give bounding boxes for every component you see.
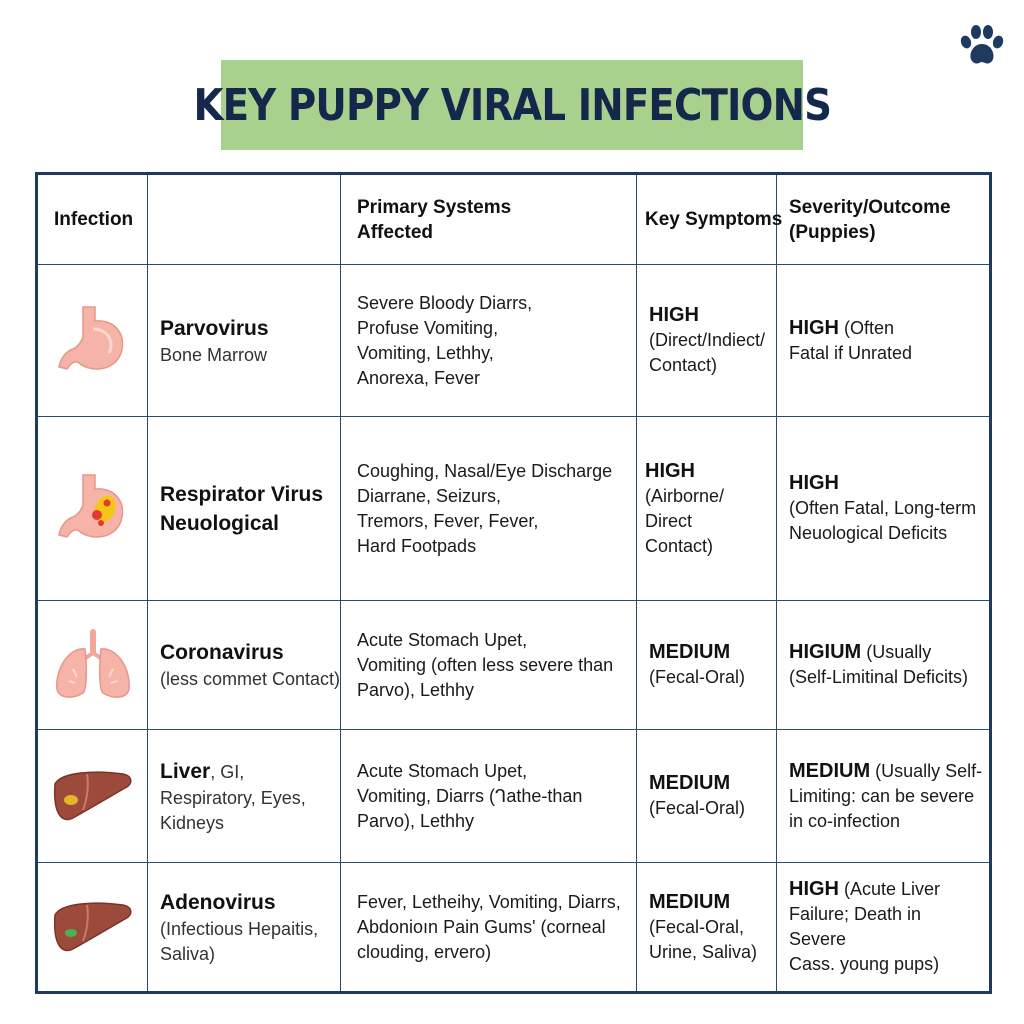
paw-print-icon	[958, 24, 1006, 68]
header-symptoms: Key Symptoms	[637, 174, 777, 265]
symptoms-cell: Acute Stomach Upet, Vomiting, Diarrs (ᒉathe-than Parvo), Lethhy	[341, 730, 637, 863]
severity-cell: HIGIUM (Usually (Self-Limitinal Deficits)	[777, 601, 991, 730]
page-title: KEY PUPPY VIRAL INFECTIONS	[193, 79, 831, 131]
table-row: Respirator Virus Neuological Coughing, Nasal/Eye Discharge Diarrane, Seizurs, Tremors, Fever, Fever, Hard Footpads HIGH (Airborne/ Direct Contact) HIGH (Often Fatal, Long-term Neuological Deficits	[37, 417, 991, 601]
infection-name: Coronavirus	[160, 641, 284, 664]
transmission-cell: MEDIUM (Fecal-Oral, Urine, Saliva)	[637, 863, 777, 993]
table-row: Liver, GI, Respiratory, Eyes, Kidneys Acute Stomach Upet, Vomiting, Diarrs (ᒉathe-than Parvo), Lethhy MEDIUM (Fecal-Oral) MEDIUM (Usually Self- Limiting: can be severe in co-infection	[37, 730, 991, 863]
header-systems: Primary Systems Affected	[341, 174, 637, 265]
infection-table	[35, 172, 992, 994]
infection-name: Parvovirus	[160, 316, 269, 340]
header-blank	[148, 174, 341, 265]
header-row	[37, 174, 991, 265]
symptoms-cell: Acute Stomach Upet, Vomiting (often less severe than Parvo), Lethhy	[341, 601, 637, 730]
header-infection: Infection	[37, 174, 148, 265]
title-banner	[193, 60, 831, 150]
severity-cell: MEDIUM (Usually Self- Limiting: can be severe in co-infection	[777, 730, 991, 863]
liver-icon	[51, 766, 135, 826]
lungs-icon	[51, 625, 135, 705]
inflamed-stomach-icon	[53, 469, 133, 549]
severity-cell: HIGH (Acute Liver Failure; Death in Severe Cass. young pups)	[777, 863, 991, 993]
header-severity: Severity/Outcome (Puppies)	[777, 174, 991, 265]
severity-cell: HIGH (Often Fatal, Long-term Neuological Deficits	[777, 417, 991, 601]
table-row: Adenovirus (Infectious Hepaitis, Saliva) Fever, Letheihy, Vomiting, Diarrs, Abdonioın Pain Gums' (corneal clouding, ervero) MEDIUM (Fecal-Oral, Urine, Saliva) HIGH (Acute Liver Failure; Death in Severe Cass. young pups)	[37, 863, 991, 993]
infection-name: Respirator Virus	[160, 482, 324, 506]
liver-icon	[51, 897, 135, 957]
transmission-cell: HIGH (Direct/Indiect/ Contact)	[637, 265, 777, 417]
symptoms-cell: Coughing, Nasal/Eye Discharge Diarrane, Seizurs, Tremors, Fever, Fever, Hard Footpads	[341, 417, 637, 601]
table-row: Parvovirus Bone Marrow Severe Bloody Diarrs, Profuse Vomiting, Vomiting, Lethhy, Anorexa, Fever HIGH (Direct/Indiect/ Contact) HIGH (Often Fatal if Unrated	[37, 265, 991, 417]
infection-name: Liver	[160, 759, 211, 783]
transmission-cell: HIGH (Airborne/ Direct Contact)	[637, 417, 777, 601]
table-row: Coronavirus (less commet Contact) Acute Stomach Upet, Vomiting (often less severe than Parvo), Lethhy MEDIUM (Fecal-Oral) HIGIUM (Usually (Self-Limitinal Deficits)	[37, 601, 991, 730]
symptoms-cell: Severe Bloody Diarrs, Profuse Vomiting, Vomiting, Lethhy, Anorexa, Fever	[341, 265, 637, 417]
stomach-icon	[53, 301, 133, 381]
severity-cell: HIGH (Often Fatal if Unrated	[777, 265, 991, 417]
infection-name: Adenovirus	[160, 890, 276, 914]
transmission-cell: MEDIUM (Fecal-Oral)	[637, 601, 777, 730]
symptoms-cell: Fever, Letheihy, Vomiting, Diarrs, Abdonioın Pain Gums' (corneal clouding, ervero)	[341, 863, 637, 993]
transmission-cell: MEDIUM (Fecal-Oral)	[637, 730, 777, 863]
